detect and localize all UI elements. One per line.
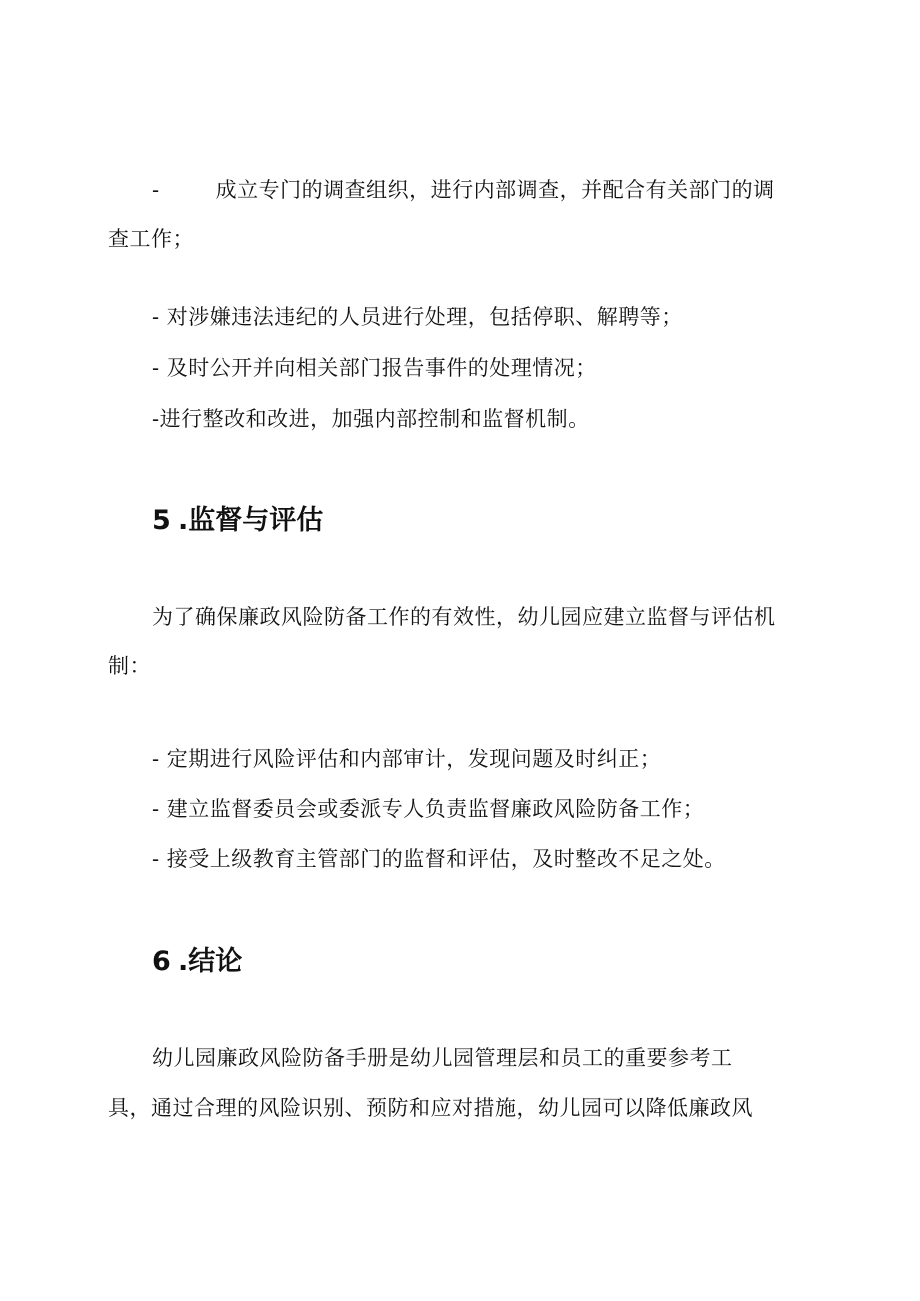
list-item: - 及时公开并向相关部门报告事件的处理情况；: [152, 356, 597, 380]
list-item-text: 成立专门的调查组织，进行内部调查，并配合有关部门的调: [215, 178, 775, 202]
section-heading-5: [152, 505, 323, 537]
paragraph-line: 幼儿园廉政风险防备手册是幼儿园管理层和员工的重要参考工: [152, 1046, 733, 1070]
paragraph-line: 为了确保廉政风险防备工作的有效性，幼儿园应建立监督与评估机: [152, 605, 776, 629]
list-item-continuation: 查工作；: [108, 227, 194, 251]
section-title: .结论: [178, 946, 243, 977]
list-item: - 建立监督委员会或委派专人负责监督廉政风险防备工作；: [152, 797, 705, 821]
list-item-investigation: [152, 177, 775, 203]
list-item: - 接受上级教育主管部门的监督和评估，及时整改不足之处。: [152, 847, 726, 871]
section-heading-6: [152, 946, 242, 978]
section-number: 5: [152, 505, 171, 536]
paragraph-line: 具，通过合理的风险识别、预防和应对措施，幼儿园可以降低廉政风: [108, 1096, 753, 1120]
paragraph-line: 制：: [108, 654, 151, 678]
list-item: - 对涉嫌违法违纪的人员进行处理，包括停职、解聘等；: [152, 305, 683, 329]
section-title: .监督与评估: [178, 505, 324, 536]
list-item: -进行整改和改进，加强内部控制和监督机制。: [152, 407, 590, 431]
list-dash: -: [152, 178, 160, 202]
list-item: - 定期进行风险评估和内部审计，发现问题及时纠正；: [152, 747, 662, 771]
section-number: 6: [152, 946, 171, 977]
